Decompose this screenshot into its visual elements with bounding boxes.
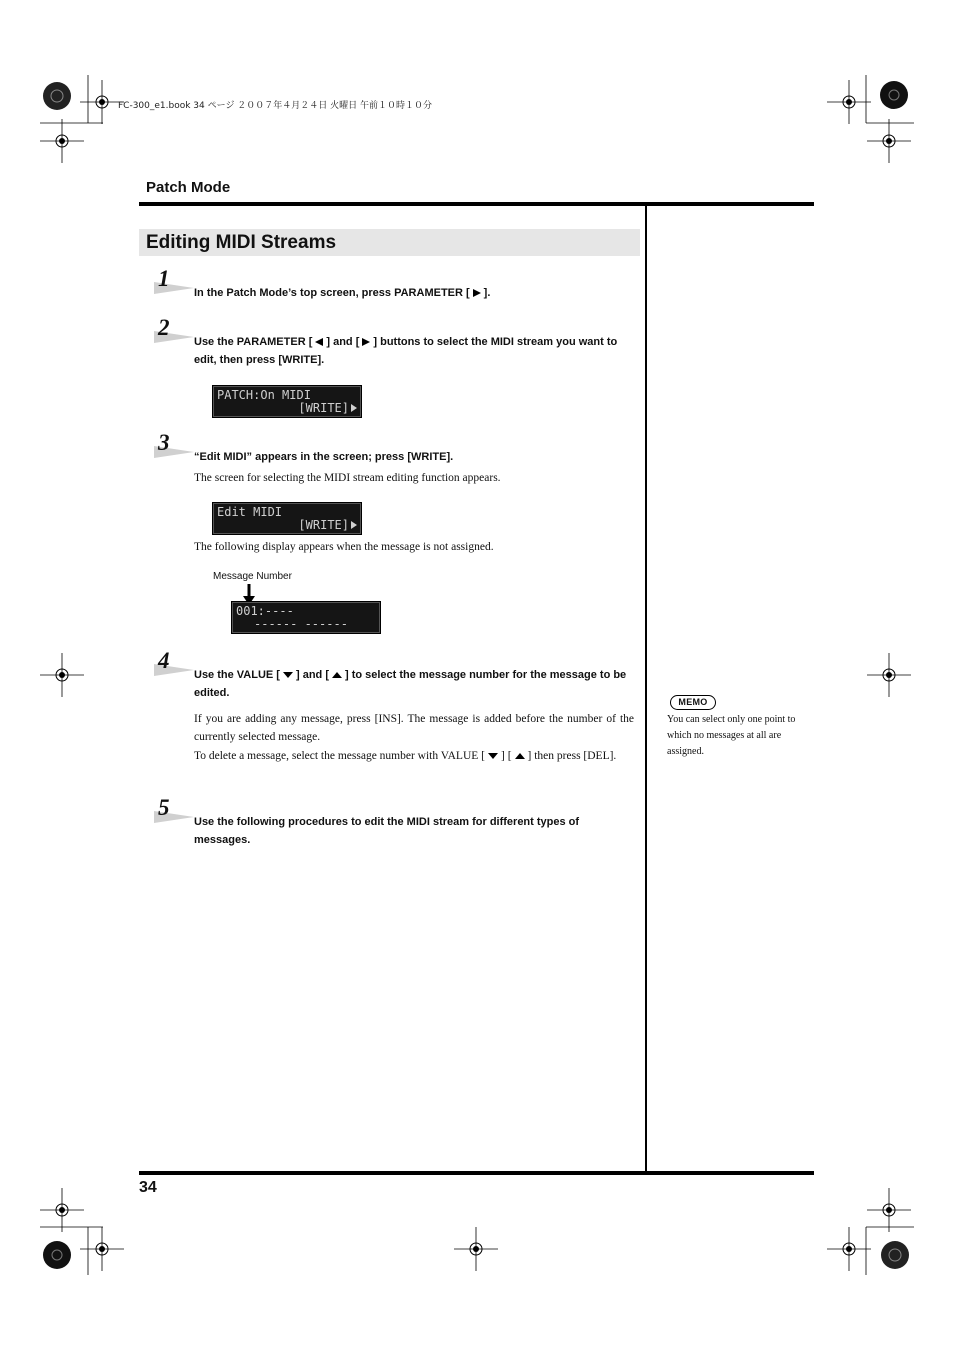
cursor-right-icon (351, 521, 357, 529)
lcd-line-1: 001:---- (236, 604, 294, 618)
memo-badge: MEMO (670, 695, 716, 710)
step-number: 5 (158, 795, 170, 820)
down-arrow-icon (283, 672, 293, 678)
right-arrow-icon (362, 338, 370, 346)
section-label: Patch Mode (146, 179, 231, 196)
step-instruction: In the Patch Mode’s top screen, press PARAMETER [ ]. (194, 287, 491, 299)
step-number: 1 (158, 266, 170, 291)
step-number: 2 (158, 315, 170, 340)
step-body: To delete a message, select the message number with VALUE [ ] [ ] then press [DEL]. (194, 750, 617, 762)
memo-text: You can select only one point to which no messages at all are assigned. (667, 714, 796, 757)
step-instruction: Use the VALUE [ ] and [ ] to select the message number for the message to be edited. (194, 669, 627, 699)
step-number: 3 (158, 430, 170, 455)
up-arrow-icon (332, 672, 342, 678)
lcd-line-2: ------ ------ (254, 617, 348, 631)
lcd-display-edit-midi (212, 502, 362, 535)
left-arrow-icon (315, 338, 323, 346)
page-heading: Editing MIDI Streams (146, 232, 337, 253)
step-instruction: Use the PARAMETER [ ] and [ ] buttons to select the MIDI stream you want to edit, then press [WRITE]. (194, 336, 618, 366)
down-arrow-icon (488, 753, 498, 759)
print-header: FC-300_e1.book 34 ページ ２００７年４月２４日 火曜日 午前１０時１０分 (118, 101, 433, 111)
step-body: The following display appears when the message is not assigned. (194, 541, 494, 553)
up-arrow-icon (515, 753, 525, 759)
page-number: 34 (139, 1179, 157, 1196)
lcd-line-1: Edit MIDI (217, 505, 283, 519)
step-number: 4 (158, 648, 170, 673)
lcd-line-1: PATCH:On MIDI (217, 388, 311, 402)
lcd-line-2: [WRITE] (298, 518, 349, 532)
top-rule (139, 202, 814, 206)
callout-label: Message Number (213, 571, 292, 582)
bottom-rule (139, 1171, 814, 1175)
column-divider (645, 206, 647, 1172)
step-instruction: “Edit MIDI” appears in the screen; press [WRITE]. (194, 451, 454, 463)
step-instruction: Use the following procedures to edit the MIDI stream for different types of messages. (194, 816, 580, 846)
lcd-line-2: [WRITE] (298, 401, 349, 415)
cursor-right-icon (351, 404, 357, 412)
lcd-display-patch (212, 385, 362, 418)
right-arrow-icon (473, 289, 481, 297)
lcd-display-message (231, 601, 381, 634)
step-body: If you are adding any message, press [INS]. The message is added before the number of the currently selected message. (194, 713, 634, 743)
step-body: The screen for selecting the MIDI stream editing function appears. (194, 472, 501, 484)
